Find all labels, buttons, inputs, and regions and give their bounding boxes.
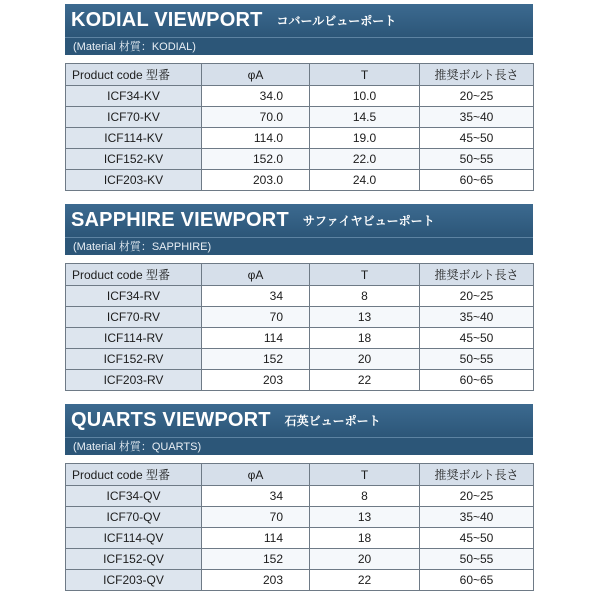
cell-t: 13 [310,507,420,528]
cell-code: ICF203-QV [66,570,202,591]
table-header-row [66,264,534,286]
header-bolt-length: 推奨ボルト長さ [420,64,534,86]
table-row [66,286,534,307]
cell-a: 114 [202,528,310,549]
cell-bolt: 20~25 [420,86,534,107]
table-row [66,349,534,370]
table-header-row [66,64,534,86]
cell-t: 13 [310,307,420,328]
header-phi-a: φA [202,464,310,486]
cell-bolt: 20~25 [420,286,534,307]
cell-a: 70.0 [202,107,310,128]
section-title: QUARTS VIEWPORT [71,409,271,431]
cell-code: ICF203-RV [66,370,202,391]
table-row [66,486,534,507]
spec-table [65,63,534,191]
spec-table [65,463,534,591]
cell-a: 203 [202,570,310,591]
header-bolt-length: 推奨ボルト長さ [420,264,534,286]
table-header-row [66,464,534,486]
header-phi-a: φA [202,264,310,286]
header-product-code: Product code 型番 [66,464,202,486]
cell-t: 8 [310,286,420,307]
cell-t: 8 [310,486,420,507]
cell-t: 22.0 [310,149,420,170]
cell-a: 70 [202,507,310,528]
cell-a: 203.0 [202,170,310,191]
cell-bolt: 35~40 [420,307,534,328]
spec-table [65,263,534,391]
table-row [66,328,534,349]
cell-code: ICF70-QV [66,507,202,528]
cell-a: 70 [202,307,310,328]
header-bolt-length: 推奨ボルト長さ [420,464,534,486]
cell-a: 152 [202,349,310,370]
cell-t: 14.5 [310,107,420,128]
cell-bolt: 50~55 [420,349,534,370]
cell-a: 34.0 [202,86,310,107]
table-row [66,86,534,107]
table-row [66,507,534,528]
kodial-viewport-section [65,4,533,191]
cell-code: ICF114-KV [66,128,202,149]
section-banner [65,204,533,237]
cell-t: 24.0 [310,170,420,191]
cell-a: 203 [202,370,310,391]
section-title-jp: コバールビューポート [276,14,397,28]
cell-t: 20 [310,549,420,570]
material-note: (Material 材質：QUARTS) [65,437,533,455]
cell-code: ICF70-KV [66,107,202,128]
cell-a: 114.0 [202,128,310,149]
cell-code: ICF114-RV [66,328,202,349]
cell-bolt: 60~65 [420,370,534,391]
cell-code: ICF203-KV [66,170,202,191]
cell-code: ICF34-KV [66,86,202,107]
cell-a: 152.0 [202,149,310,170]
table-row [66,370,534,391]
table-row [66,128,534,149]
header-t: T [310,64,420,86]
cell-bolt: 35~40 [420,507,534,528]
cell-t: 10.0 [310,86,420,107]
material-note: (Material 材質：SAPPHIRE) [65,237,533,255]
cell-code: ICF34-RV [66,286,202,307]
cell-bolt: 35~40 [420,107,534,128]
header-product-code: Product code 型番 [66,264,202,286]
cell-code: ICF152-RV [66,349,202,370]
sapphire-viewport-section [65,204,533,391]
table-row [66,307,534,328]
cell-t: 22 [310,570,420,591]
table-row [66,549,534,570]
cell-a: 34 [202,286,310,307]
table-row [66,528,534,549]
cell-bolt: 45~50 [420,128,534,149]
cell-code: ICF70-RV [66,307,202,328]
header-t: T [310,264,420,286]
cell-a: 34 [202,486,310,507]
section-title-jp: 石英ビューポート [284,414,381,428]
table-row [66,149,534,170]
cell-a: 152 [202,549,310,570]
section-banner [65,4,533,37]
table-row [66,570,534,591]
cell-code: ICF152-QV [66,549,202,570]
cell-t: 19.0 [310,128,420,149]
material-note: (Material 材質：KODIAL) [65,37,533,55]
header-product-code: Product code 型番 [66,64,202,86]
cell-t: 22 [310,370,420,391]
cell-bolt: 50~55 [420,149,534,170]
section-title: SAPPHIRE VIEWPORT [71,209,289,231]
cell-bolt: 45~50 [420,328,534,349]
cell-t: 18 [310,528,420,549]
section-banner [65,404,533,437]
cell-code: ICF152-KV [66,149,202,170]
cell-bolt: 45~50 [420,528,534,549]
table-row [66,107,534,128]
cell-code: ICF114-QV [66,528,202,549]
table-row [66,170,534,191]
cell-t: 18 [310,328,420,349]
cell-t: 20 [310,349,420,370]
cell-a: 114 [202,328,310,349]
section-title: KODIAL VIEWPORT [71,9,263,31]
cell-bolt: 50~55 [420,549,534,570]
cell-bolt: 60~65 [420,170,534,191]
header-t: T [310,464,420,486]
header-phi-a: φA [202,64,310,86]
cell-code: ICF34-QV [66,486,202,507]
section-title-jp: サファイヤビューポート [302,214,435,228]
quarts-viewport-section [65,404,533,591]
cell-bolt: 60~65 [420,570,534,591]
cell-bolt: 20~25 [420,486,534,507]
